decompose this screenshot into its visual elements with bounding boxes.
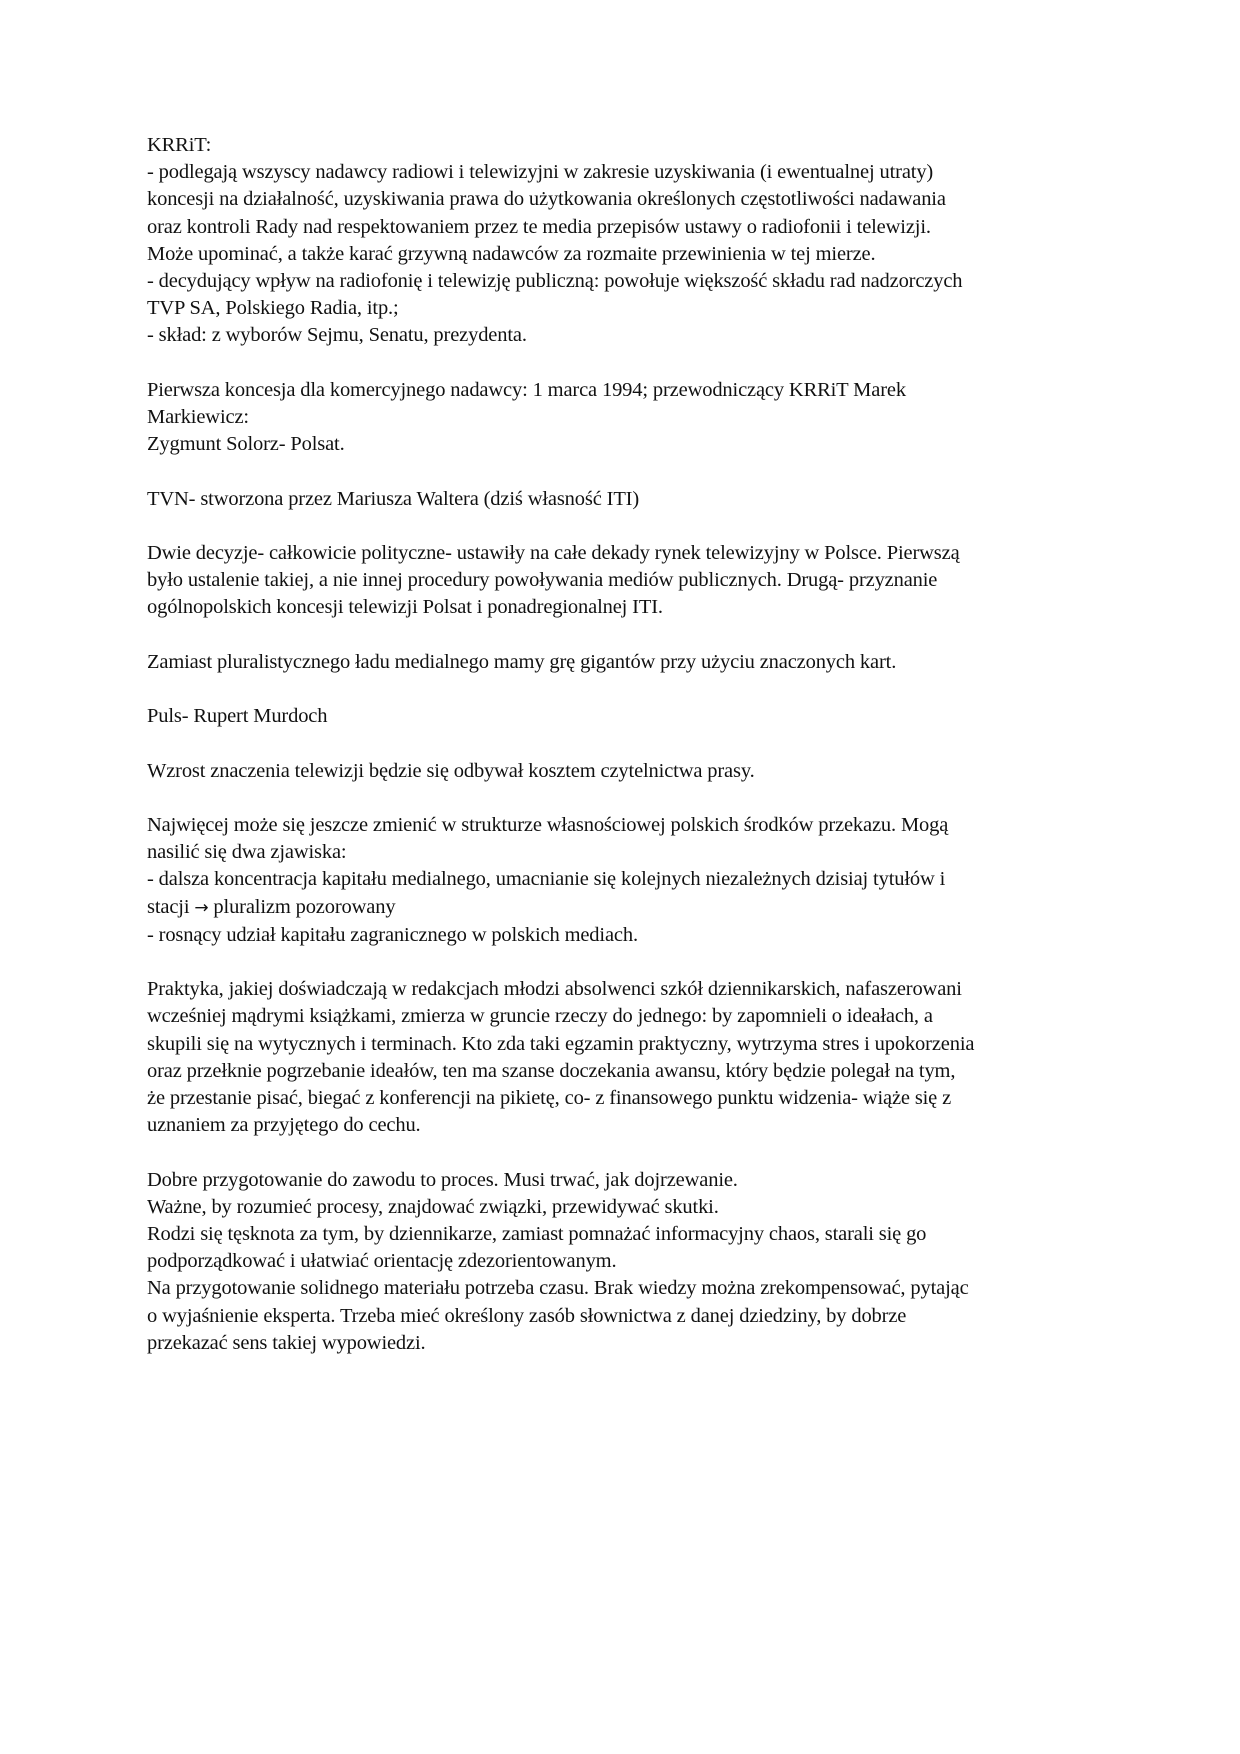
paragraph-pluralism [147, 649, 1107, 676]
text-line: - dalsza koncentracja kapitału medialnego, umacnianie się kolejnych niezależnych dzisiaj tytułów i [147, 868, 946, 891]
paragraph-tvn [147, 486, 1107, 513]
text-fragment: pluralizm pozorowany [208, 895, 396, 918]
paragraph-gap [147, 458, 1107, 485]
text-line: Markiewicz: [147, 406, 249, 429]
paragraph-two-decisions [147, 540, 1107, 622]
paragraph-preparation [147, 1167, 1107, 1357]
text-line: że przestanie pisać, biegać z konferencji na pikietę, co- z finansowego punktu widzenia- wiąże się z [147, 1086, 952, 1109]
text-line: Zamiast pluralistycznego ładu medialnego mamy grę gigantów przy użyciu znaczonych kart. [147, 650, 897, 673]
text-line: o wyjaśnienie eksperta. Trzeba mieć określony zasób słownictwa z danej dziedziny, by dobrze [147, 1304, 907, 1327]
text-line: Dobre przygotowanie do zawodu to proces. Musi trwać, jak dojrzewanie. [147, 1168, 738, 1191]
text-line: uznaniem za przyjętego do cechu. [147, 1114, 421, 1137]
text-line: wcześniej mądrymi książkami, zmierza w gruncie rzeczy do jednego: by zapomnieli o ideałach, a [147, 1005, 933, 1028]
text-fragment: stacji [147, 895, 195, 918]
paragraph-puls [147, 703, 1107, 730]
text-line: Najwięcej może się jeszcze zmienić w strukturze własnościowej polskich środków przekazu. Mogą [147, 813, 949, 836]
paragraph-gap [147, 513, 1107, 540]
paragraph-tv-growth [147, 758, 1107, 785]
text-line: Praktyka, jakiej doświadczają w redakcjach młodzi absolwenci szkół dziennikarskich, nafaszerowani [147, 978, 962, 1001]
text-line: Na przygotowanie solidnego materiału potrzeba czasu. Brak wiedzy można zrekompensować, pytając [147, 1277, 969, 1300]
text-line: skupili się na wytycznych i terminach. Kto zda taki egzamin praktyczny, wytrzyma stres i upokorzenia [147, 1032, 975, 1055]
paragraph-gap [147, 350, 1107, 377]
text-line: koncesji na działalność, uzyskiwania prawa do użytkowania określonych częstotliwości nadawania [147, 188, 946, 211]
paragraph-gap [147, 1139, 1107, 1166]
text-line: przekazać sens takiej wypowiedzi. [147, 1331, 426, 1354]
text-line-with-arrow [147, 894, 1107, 922]
text-line: podporządkować i ułatwiać orientację zdezorientowanym. [147, 1250, 617, 1273]
paragraph-practice [147, 976, 1107, 1139]
text-line: - decydujący wpływ na radiofonię i telewizję publiczną: powołuje większość składu rad nadzorczych [147, 270, 963, 293]
text-line: Pierwsza koncesja dla komercyjnego nadawcy: 1 marca 1994; przewodniczący KRRiT Marek [147, 378, 906, 401]
paragraph-first-license [147, 377, 1107, 459]
text-line: - podlegają wszyscy nadawcy radiowi i telewizyjni w zakresie uzyskiwania (i ewentualnej utraty) [147, 161, 934, 184]
text-line: - skład: z wyborów Sejmu, Senatu, prezydenta. [147, 324, 527, 347]
text-line: oraz przełknie pogrzebanie ideałów, ten ma szanse doczekania awansu, który będzie polegał na tym, [147, 1059, 956, 1082]
text-line: Dwie decyzje- całkowicie polityczne- ustawiły na całe dekady rynek telewizyjny w Polsce. Pierwszą [147, 542, 960, 564]
text-line: TVP SA, Polskiego Radia, itp.; [147, 297, 399, 320]
paragraph-gap [147, 949, 1107, 976]
arrow-right-icon: → [194, 897, 209, 918]
paragraph-ownership-changes [147, 812, 1107, 949]
paragraph-gap [147, 730, 1107, 757]
paragraph-gap [147, 676, 1107, 703]
paragraph-gap [147, 622, 1107, 649]
text-line: Może upominać, a także karać grzywną nadawców za rozmaite przewinienia w tej mierze. [147, 242, 876, 265]
text-line: TVN- stworzona przez Mariusza Waltera (dziś własność ITI) [147, 487, 640, 510]
text-line: było ustalenie takiej, a nie innej procedury powoływania mediów publicznych. Drugą- przyznanie [147, 569, 938, 592]
text-line: - rosnący udział kapitału zagranicznego w polskich mediach. [147, 923, 638, 946]
text-line: Rodzi się tęsknota za tym, by dziennikarze, zamiast pomnażać informacyjny chaos, starali się go [147, 1222, 927, 1245]
document-page [147, 132, 1107, 1357]
paragraph-krrit [147, 132, 1107, 350]
text-line: Ważne, by rozumieć procesy, znajdować związki, przewidywać skutki. [147, 1195, 719, 1218]
text-line: Wzrost znaczenia telewizji będzie się odbywał kosztem czytelnictwa prasy. [147, 759, 755, 782]
text-line: Zygmunt Solorz- Polsat. [147, 433, 345, 456]
text-line: ogólnopolskich koncesji telewizji Polsat i ponadregionalnej ITI. [147, 596, 663, 619]
text-line: oraz kontroli Rady nad respektowaniem przez te media przepisów ustawy o radiofonii i telewizji. [147, 215, 931, 238]
text-line: nasilić się dwa zjawiska: [147, 841, 347, 864]
heading-krrit: KRRiT: [147, 134, 212, 156]
text-line: Puls- Rupert Murdoch [147, 705, 328, 728]
paragraph-gap [147, 785, 1107, 812]
